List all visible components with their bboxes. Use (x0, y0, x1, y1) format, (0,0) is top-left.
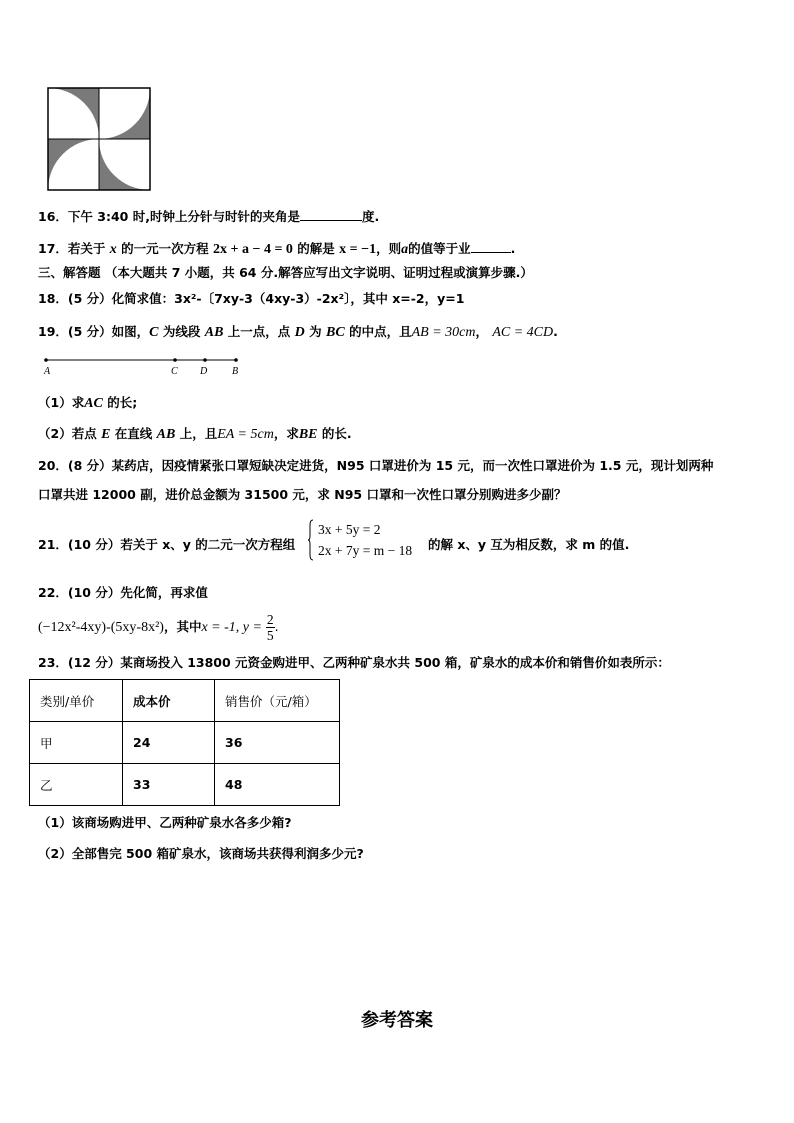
table-header: 成本价 (123, 680, 215, 722)
q19-sub2-BE: BE (298, 427, 318, 442)
question-23: 23．(12 分）某商场投入 13800 元资金购进甲、乙两种矿泉水共 500 箱，矿泉水的成本价和销售价如表所示： (38, 655, 670, 670)
question-19 (38, 323, 558, 342)
q19-sub2-prefix: （2）若点 (38, 426, 97, 441)
segment-figure (40, 354, 250, 366)
q19-sub1-AC: AC (84, 396, 103, 411)
q17-mid2: 的解是 (297, 241, 335, 256)
point-label-C: C (171, 366, 178, 377)
q19-sub1 (38, 394, 137, 413)
q19-BC: BC (326, 325, 345, 340)
question-20-line2: 口罩共进 12000 副，进价总金额为 31500 元，求 N95 口罩和一次性口罩分别购进多少副？ (38, 487, 567, 502)
q22-mid: ，其中 (163, 619, 202, 634)
q17-equation: 2x + a − 4 = 0 (213, 242, 293, 257)
q19-t4: 的中点，且 (349, 324, 412, 339)
table-cell: 33 (123, 764, 215, 806)
table-cell: 24 (123, 722, 215, 764)
q16-blank (300, 207, 362, 221)
q19-AB: AB (204, 325, 224, 340)
fraction-numerator: 2 (266, 612, 274, 627)
q22-end: . (274, 619, 279, 634)
table-cell: 48 (215, 764, 340, 806)
fraction-denominator: 5 (266, 628, 274, 643)
question-18: 18．(5 分）化简求值：3x²-〔7xy-3（4xy-3）-2x²〕，其中 x=-2，y=1 (38, 291, 465, 306)
pinwheel-figure (46, 87, 153, 191)
equation-2: 2x + 7y = m − 18 (318, 543, 413, 558)
section-heading: 三、解答题 （本大题共 7 小题，共 64 分.解答应写出文字说明、证明过程或演算步骤.） (38, 265, 533, 280)
table-cell: 36 (215, 722, 340, 764)
question-16 (38, 207, 379, 226)
price-table (29, 679, 340, 806)
q19-t3: 为 (309, 324, 322, 339)
q19-sub2-t1: 在直线 (114, 426, 153, 441)
point-label-B: B (232, 366, 239, 377)
table-cell: 甲 (30, 722, 123, 764)
q19-prefix: 19．(5 分）如图， (38, 324, 150, 339)
q19-sub2-t2: 上，且 (179, 426, 218, 441)
question-22-expr (38, 611, 279, 644)
system-brace (308, 519, 314, 561)
q23-sub1: （1）该商场购进甲、乙两种矿泉水各多少箱? (38, 815, 292, 830)
q19-C: C (149, 325, 159, 340)
q17-solution: x = −1 (339, 242, 377, 257)
table-cell: 乙 (30, 764, 123, 806)
q19-sub1-suffix: 的长; (107, 395, 138, 410)
q17-blank (471, 239, 511, 253)
q17-prefix: 17．若关于 (38, 241, 106, 256)
question-21-suffix: 的解 x、y 互为相反数，求 m 的值. (428, 537, 630, 552)
q16-text: 16．下午 3:40 时,时钟上分针与时针的夹角是 (38, 209, 300, 224)
question-21-prefix: 21．(10 分）若关于 x、y 的二元一次方程组 (38, 537, 296, 552)
q17-var-x: x (109, 242, 117, 257)
point-label-A: A (44, 366, 51, 377)
q17-mid1: 的一元一次方程 (121, 241, 209, 256)
q22-condition: x = -1, y = (201, 620, 262, 635)
point-label-D: D (200, 366, 208, 377)
table-header-row (30, 680, 340, 722)
table-row (30, 764, 340, 806)
q17-var-a: a (401, 242, 409, 257)
equation-1: 3x + 5y = 2 (318, 522, 381, 537)
q17-mid3: ，则 (376, 241, 402, 256)
q19-t1: 为线段 (162, 324, 201, 339)
equation-system (318, 519, 412, 561)
q19-sub1-prefix: （1）求 (38, 395, 85, 410)
q16-suffix: 度. (361, 209, 380, 224)
table-header: 类别/单价 (30, 680, 123, 722)
q19-sub2-cond: EA = 5cm (217, 427, 274, 442)
q17-suffix: 的值等于业 (408, 241, 471, 256)
q22-expression: (−12x²-4xy)-(5xy-8x²) (38, 620, 164, 635)
q19-t2: 上一点，点 (227, 324, 291, 339)
q19-sub2-AB: AB (156, 427, 176, 442)
question-22-title: 22．(10 分）先化简，再求值 (38, 585, 208, 600)
q19-sub2-E: E (101, 427, 111, 442)
q19-end: . (553, 324, 558, 339)
q19-sub2 (38, 425, 352, 444)
q19-sep: ， (475, 324, 488, 339)
question-17: 17．若关于 x 的一元一次方程 2x + a − 4 = 0 的解是 x = −1，则a的值等于业 . (38, 241, 516, 257)
q19-sub2-suffix: 的长. (321, 426, 352, 441)
q19-cond2: AC = 4CD (492, 325, 554, 340)
table-row (30, 722, 340, 764)
question-20-line1: 20．(8 分）某药店，因疫情紧张口罩短缺决定进货，N95 口罩进价为 15 元，而一次性口罩进价为 1.5 元，现计划两种 (38, 458, 714, 473)
fraction-two-fifths (266, 612, 275, 643)
q19-D: D (294, 325, 305, 340)
q23-sub2: （2）全部售完 500 箱矿泉水，该商场共获得利润多少元? (38, 846, 364, 861)
q19-cond1: AB = 30cm (411, 325, 476, 340)
answer-title: 参考答案 (361, 1010, 433, 1031)
q19-sub2-t3: ，求 (273, 426, 299, 441)
table-header: 销售价（元/箱） (215, 680, 340, 722)
